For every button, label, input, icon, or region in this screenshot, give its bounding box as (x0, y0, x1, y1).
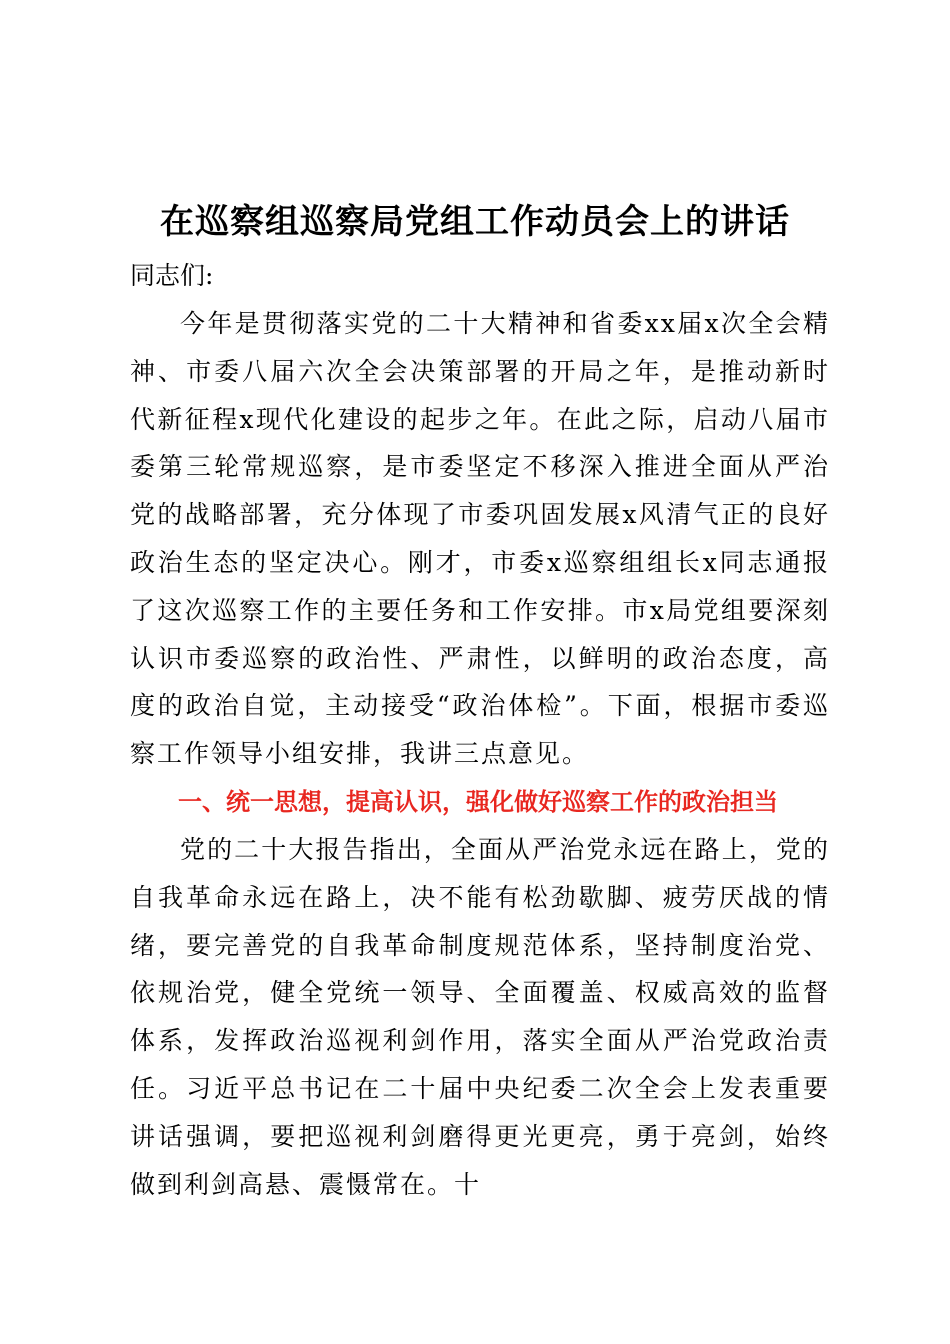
section-heading-1: 一、统一思想，提高认识，强化做好巡察工作的政治担当 (178, 787, 778, 816)
document-body (130, 252, 830, 1208)
salutation: 同志们: (130, 261, 214, 290)
paragraph-section-1: 党的二十大报告指出，全面从严治党永远在路上，党的自我革命永远在路上，决不能有松劲歇脚、疲劳厌战的情绪，要完善党的自我革命制度规范体系，坚持制度治党、依规治党，健全党统一领导、全面覆盖、权威高效的监督体系，发挥政治巡视利剑作用，落实全面从严治党政治责任。习近平总书记在二十届中央纪委二次全会上发表重要讲话强调，要把巡视利剑磨得更光更亮，勇于亮剑，始终做到利剑高悬、震慑常在。十 (130, 834, 830, 1199)
document-title: 在巡察组巡察局党组工作动员会上的讲话 (160, 202, 790, 242)
paragraph-intro: 今年是贯彻落实党的二十大精神和省委xx届x次全会精神、市委八届六次全会决策部署的开局之年，是推动新时代新征程x现代化建设的起步之年。在此之际，启动八届市委第三轮常规巡察，是市委坚定不移深入推进全面从严治党的战略部署，充分体现了市委巩固发展x风清气正的良好政治生态的坚定决心。刚才，市委x巡察组组长x同志通报了这次巡察工作的主要任务和工作安排。市x局党组要深刻认识市委巡察的政治性、严肃性，以鲜明的政治态度，高度的政治自觉，主动接受“政治体检”。下面，根据市委巡察工作领导小组安排，我讲三点意见。 (130, 309, 830, 769)
